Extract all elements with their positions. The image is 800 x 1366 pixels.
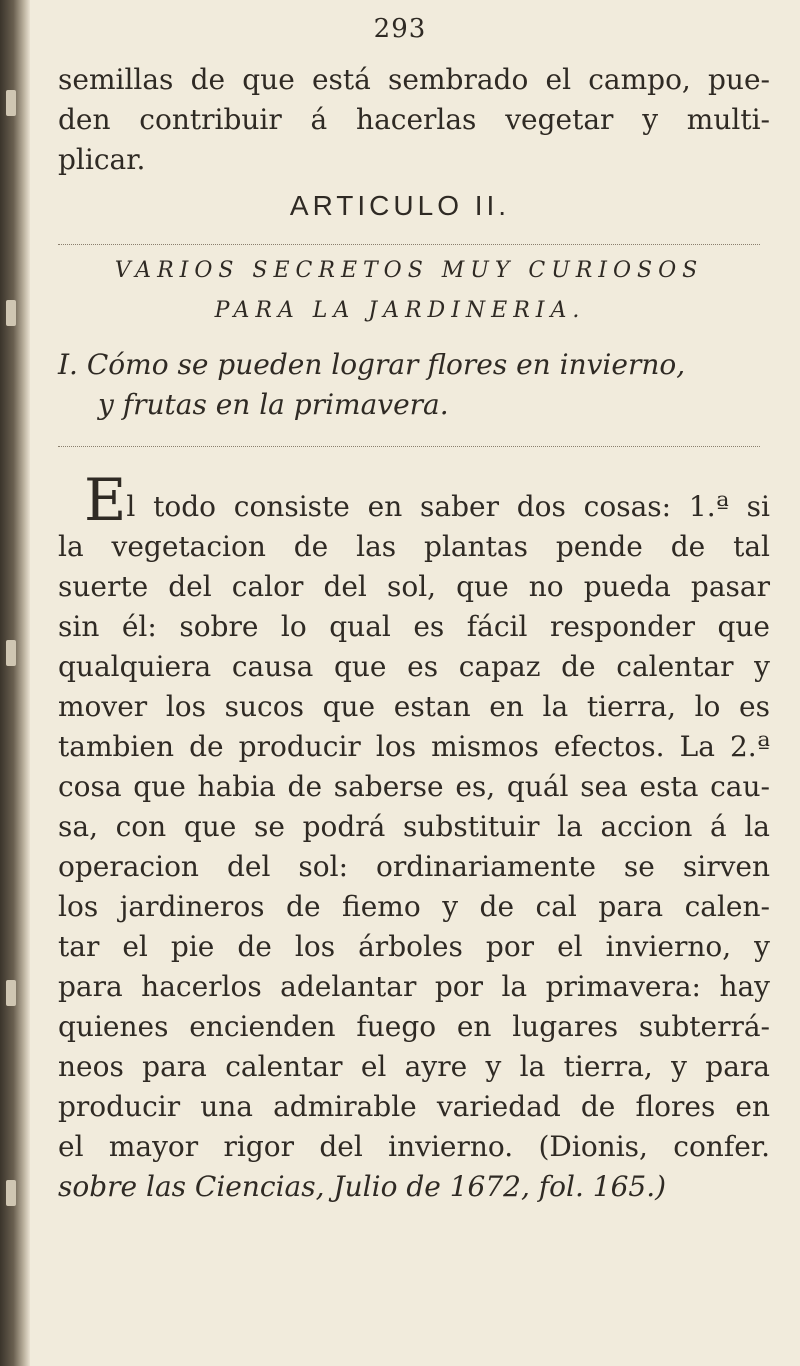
text-line: sa, con que se podrá substituir la accion á la — [58, 810, 770, 843]
divider — [58, 446, 760, 447]
text-line: operacion del sol: ordinariamente se sirven — [58, 850, 770, 883]
text-line: quienes encienden fuego en lugares subterrá- — [58, 1010, 770, 1043]
section-title-line: y frutas en la primavera. — [98, 388, 449, 421]
text-line: suerte del calor del sol, que no pueda pasar — [58, 570, 770, 603]
article-heading: ARTICULO II. — [289, 190, 511, 221]
text-line: tambien de producir los mismos efectos. La 2.ª — [58, 730, 770, 763]
text-line: den contribuir á hacerlas vegetar y multi- — [58, 103, 770, 136]
text-line: producir una admirable variedad de flores en — [58, 1090, 770, 1123]
text-line: sobre las Ciencias, Julio de 1672, fol. 165.) — [58, 1170, 667, 1203]
section-title — [58, 345, 770, 425]
text-line: cosa que habia de saberse es, quál sea esta cau- — [58, 770, 770, 803]
text-line: la vegetacion de las plantas pende de tal — [58, 530, 770, 563]
subtitle-line: PARA LA JARDINERIA. — [214, 298, 586, 323]
body-paragraph — [58, 466, 770, 1207]
binding-mark — [6, 980, 16, 1006]
intro-paragraph — [58, 60, 770, 180]
text-line: tar el pie de los árboles por el invierno, y — [58, 930, 770, 963]
text-line: neos para calentar el ayre y la tierra, y para — [58, 1050, 770, 1083]
divider — [58, 244, 760, 245]
page-number: 293 — [373, 14, 427, 44]
text-line: semillas de que está sembrado el campo, pue- — [58, 63, 770, 96]
binding-mark — [6, 1180, 16, 1206]
binding-mark — [6, 640, 16, 666]
text-line: para hacerlos adelantar por la primavera: hay — [58, 970, 770, 1003]
binding-mark — [6, 300, 16, 326]
text-line: plicar. — [58, 143, 146, 176]
dropcap: E — [84, 466, 127, 534]
text-line: qualquiera causa que es capaz de calentar y — [58, 650, 770, 683]
text-line: mover los sucos que estan en la tierra, lo es — [58, 690, 770, 723]
section-title-line: I. Cómo se pueden lograr flores en invierno, — [58, 348, 686, 381]
text-line: l todo consiste en saber dos cosas: 1.ª si — [126, 490, 770, 523]
binding-mark — [6, 90, 16, 116]
text-line: los jardineros de fiemo y de cal para calen- — [58, 890, 770, 923]
text-line: el mayor rigor del invierno. (Dionis, confer. — [58, 1130, 770, 1163]
subtitle-line: VARIOS SECRETOS MUY CURIOSOS — [114, 258, 704, 283]
text-line: sin él: sobre lo qual es fácil responder que — [58, 610, 770, 643]
